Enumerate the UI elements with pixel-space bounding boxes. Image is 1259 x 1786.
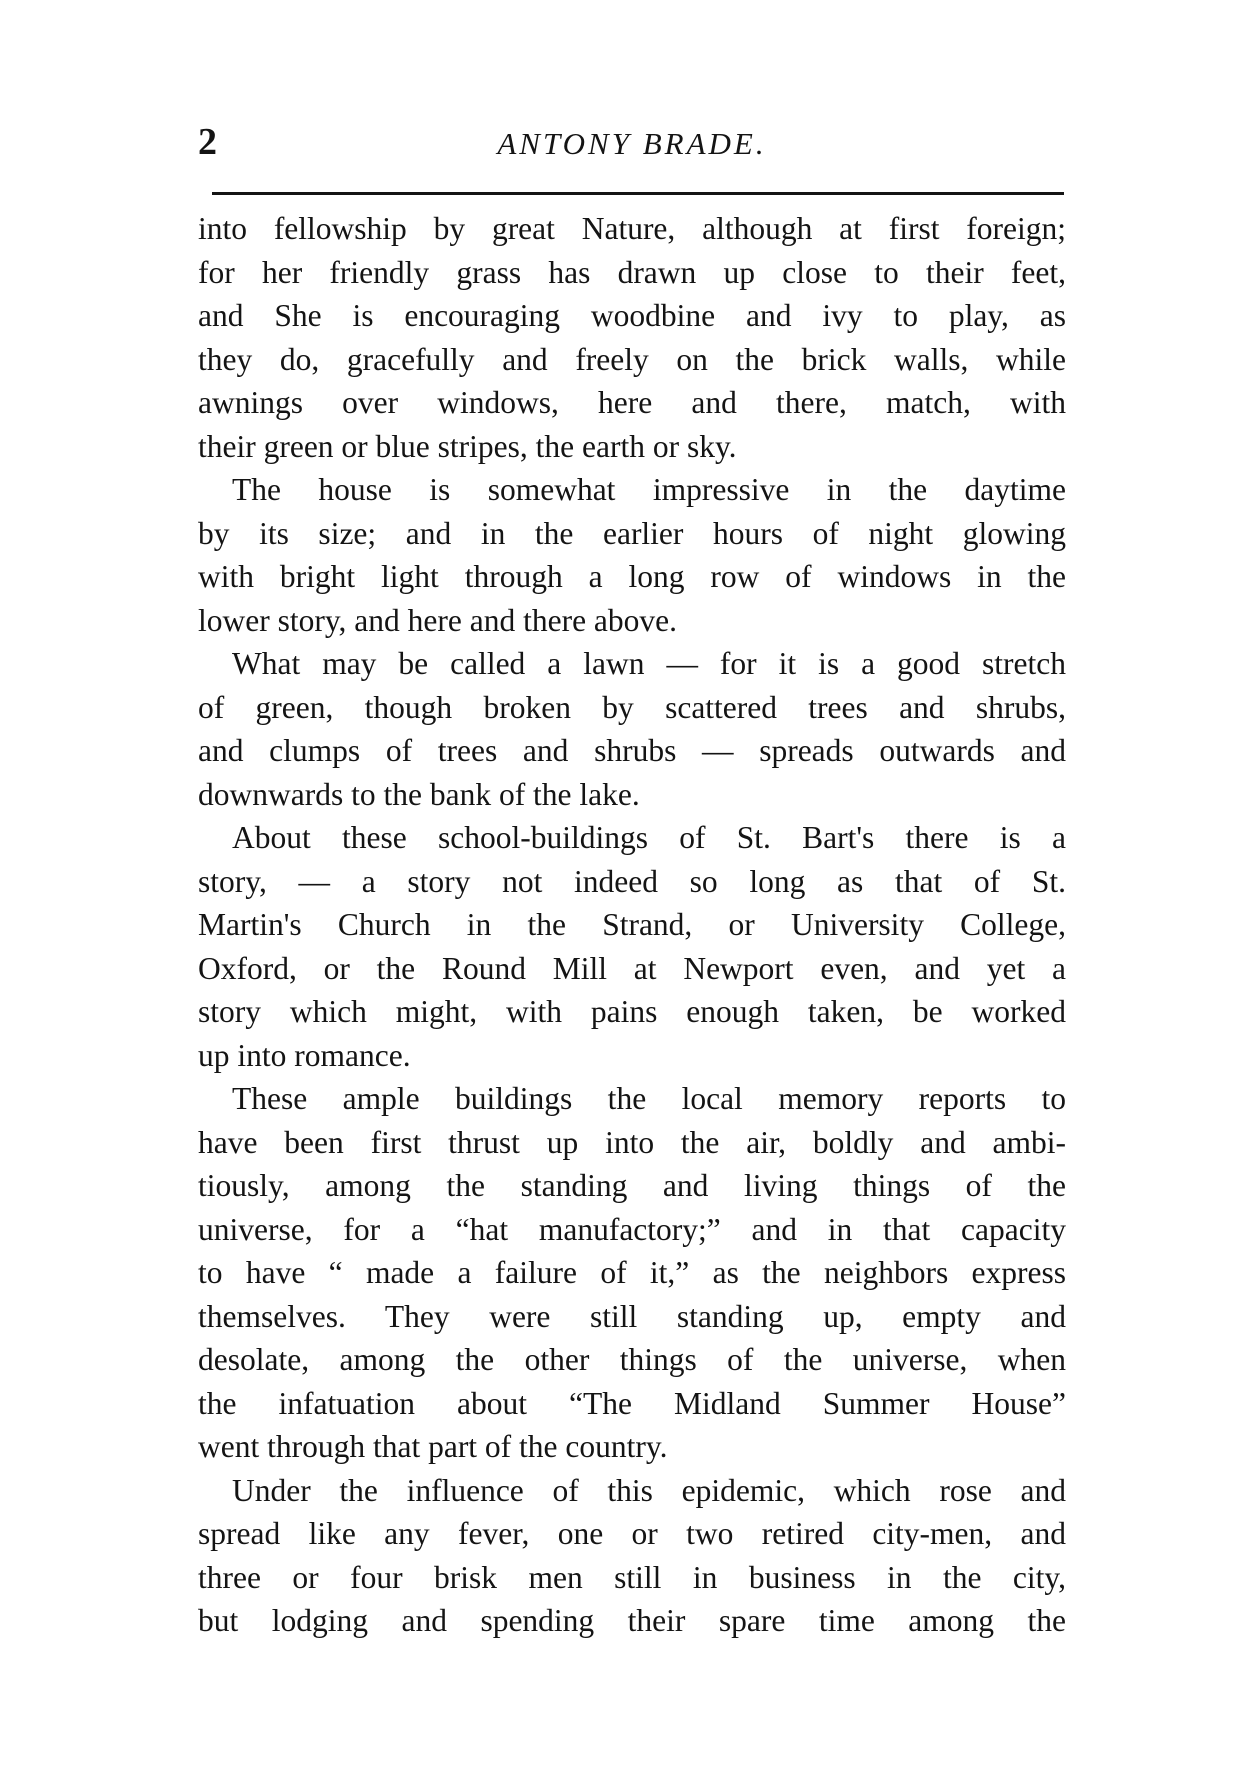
text-line: Oxford, or the Round Mill at Newport even, and yet a (198, 950, 1066, 986)
text-line: themselves. They were still standing up, empty and (198, 1298, 1066, 1334)
paragraph-start-line: What may be called a lawn — for it is a good stretch (232, 646, 1066, 681)
text-line: three or four brisk men still in business in the city, (198, 1559, 1066, 1595)
text-line: desolate, among the other things of the universe, when (198, 1342, 1066, 1377)
text-line: awnings over windows, here and there, match, with (198, 385, 1066, 420)
body-text (198, 207, 1066, 1643)
text-line: have been first thrust up into the air, boldly and ambi- (198, 1124, 1066, 1160)
running-head (198, 118, 1066, 178)
paragraph-start-line: These ample buildings the local memory reports to (232, 1081, 1066, 1116)
text-line: by its size; and in the earlier hours of night glowing (198, 515, 1066, 551)
text-line: downwards to the bank of the lake. (198, 776, 640, 812)
text-line: universe, for a “hat manufactory;” and in that capacity (198, 1211, 1066, 1247)
text-line: with bright light through a long row of windows in the (198, 559, 1066, 594)
text-line: they do, gracefully and freely on the brick walls, while (198, 341, 1066, 377)
running-title: ANTONY BRADE. (497, 126, 767, 161)
text-line: lower story, and here and there above. (198, 602, 678, 638)
text-line: their green or blue stripes, the earth or sky. (198, 428, 737, 464)
text-line: of green, though broken by scattered trees and shrubs, (198, 689, 1066, 725)
text-line: and She is encouraging woodbine and ivy to play, as (198, 298, 1066, 333)
page-number: 2 (198, 121, 217, 163)
text-line: to have “ made a failure of it,” as the neighbors express (198, 1255, 1066, 1290)
paragraph-start-line: Under the influence of this epidemic, which rose and (232, 1472, 1066, 1508)
text-line: but lodging and spending their spare time among the (198, 1603, 1066, 1638)
text-line: Martin's Church in the Strand, or University College, (198, 907, 1066, 942)
text-line: story which might, with pains enough taken, be worked (198, 994, 1066, 1029)
text-line: story, — a story not indeed so long as that of St. (198, 863, 1066, 899)
text-line: went through that part of the country. (198, 1429, 668, 1464)
header-rule (212, 192, 1064, 195)
text-line: up into romance. (198, 1037, 411, 1073)
text-line: spread like any fever, one or two retired city-men, and (198, 1516, 1066, 1551)
text-line: into fellowship by great Nature, although at first foreign; (198, 211, 1066, 246)
text-line: tiously, among the standing and living things of the (198, 1168, 1066, 1203)
paragraph-start-line: About these school-buildings of St. Bart's there is a (232, 820, 1066, 855)
paragraph-start-line: The house is somewhat impressive in the daytime (232, 472, 1066, 507)
text-line: and clumps of trees and shrubs — spreads outwards and (198, 733, 1066, 768)
text-line: for her friendly grass has drawn up close to their feet, (198, 254, 1066, 290)
text-line: the infatuation about “The Midland Summer House” (198, 1385, 1066, 1421)
